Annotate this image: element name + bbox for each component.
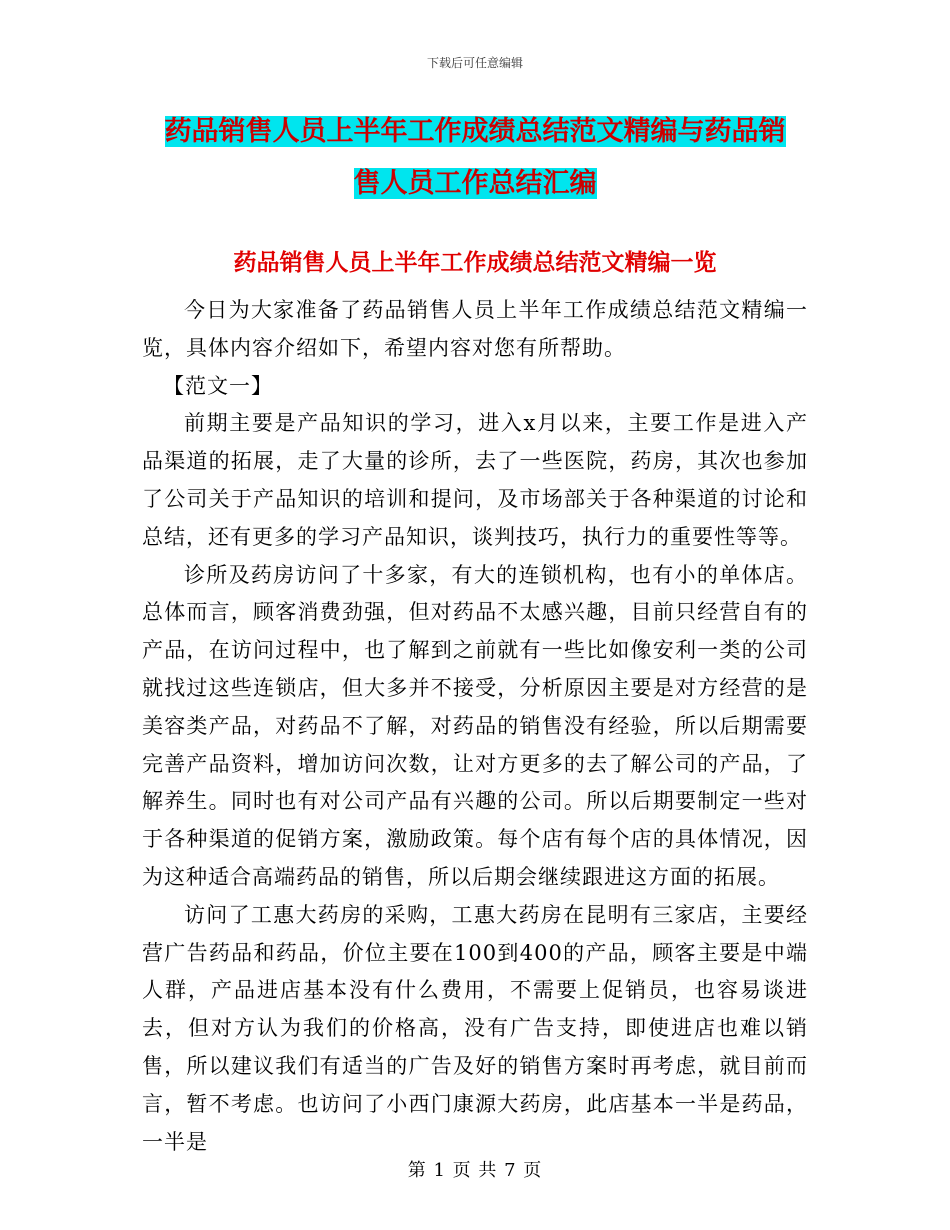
- page-header-note: 下载后可任意编辑: [426, 56, 523, 70]
- document-body: [142, 292, 808, 1161]
- section-subtitle: 药品销售人员上半年工作成绩总结范文精编一览: [233, 250, 717, 276]
- document-title-line-1: 药品销售人员上半年工作成绩总结范文精编与药品销: [164, 116, 786, 147]
- body-paragraph: 诊所及药房访问了十多家，有大的连锁机构，也有小的单体店。总体而言，顾客消费劲强，但对药品不太感兴趣，目前只经营自有的产品，在访问过程中，也了解到之前就有一些比如像安利一类的公司就找过这些连锁店，但大多并不接受，分析原因主要是对方经营的是美容类产品，对药品不了解，对药品的销售没有经验，所以后期需要完善产品资料，增加访问次数，让对方更多的去了解公司的产品，了解养生。同时也有对公司产品有兴趣的公司。所以后期要制定一些对于各种渠道的促销方案，激励政策。每个店有每个店的具体情况，因为这种适合高端药品的销售，所以后期会继续跟进这方面的拓展。: [142, 562, 808, 889]
- document-title-line-2: 售人员工作总结汇编: [353, 168, 597, 199]
- body-paragraph: 前期主要是产品知识的学习，进入x月以来，主要工作是进入产品渠道的拓展，走了大量的诊所，去了一些医院，药房，其次也参加了公司关于产品知识的培训和提问，及市场部关于各种渠道的讨论和总结，还有更多的学习产品知识，谈判技巧，执行力的重要性等等。: [142, 411, 808, 549]
- intro-paragraph: 今日为大家准备了药品销售人员上半年工作成绩总结范文精编一览，具体内容介绍如下，希望内容对您有所帮助。: [142, 298, 808, 360]
- page-number: 第 1 页 共 7 页: [407, 1160, 543, 1181]
- body-paragraph: 访问了工惠大药房的采购，工惠大药房在昆明有三家店，主要经营广告药品和药品，价位主要在100到400的产品，顾客主要是中端人群，产品进店基本没有什么费用，不需要上促销员，也容易谈进去，但对方认为我们的价格高，没有广告支持，即使进店也难以销售，所以建议我们有适当的广告及好的销售方案时再考虑，就目前而言，暂不考虑。也访问了小西门康源大药房，此店基本一半是药品，一半是: [142, 902, 808, 1154]
- document-title: [142, 106, 808, 210]
- sample-label: 【范文一】: [163, 373, 273, 398]
